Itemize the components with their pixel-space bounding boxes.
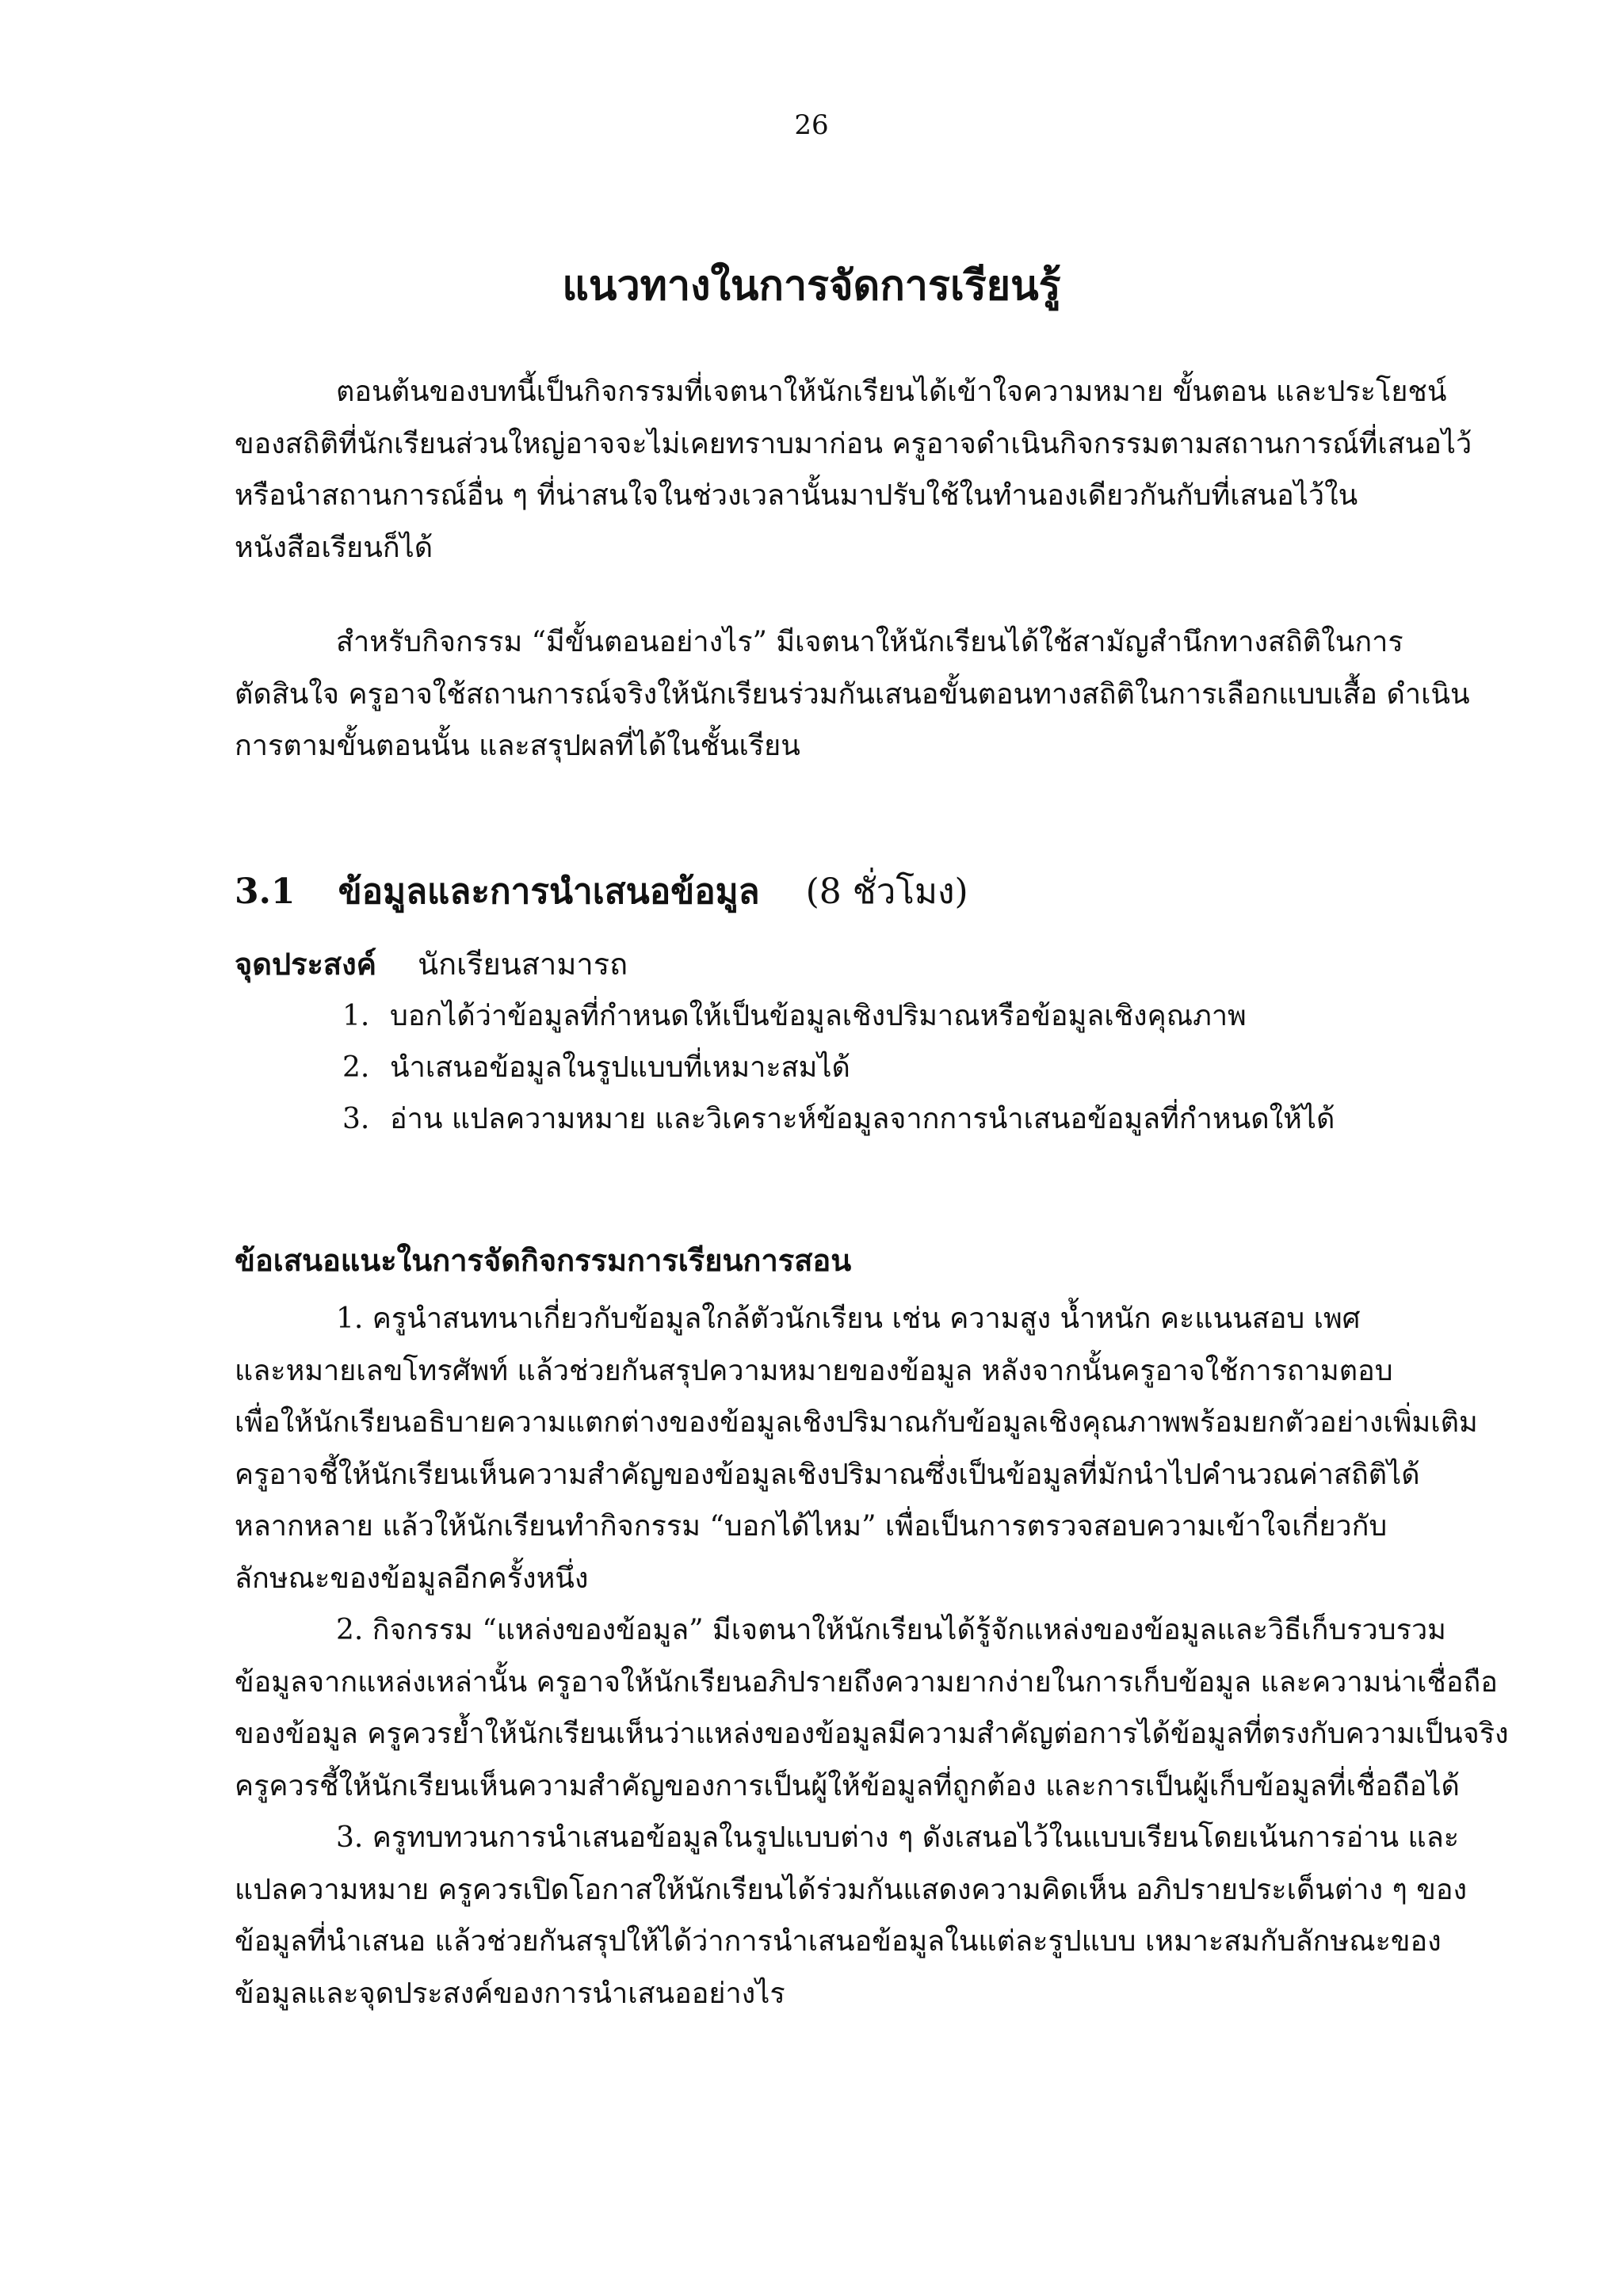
intro-paragraph-2 [235, 616, 1471, 772]
text-line: หลากหลาย แล้วให้นักเรียนทำกิจกรรม “บอกได้ไหม” เพื่อเป็นการตรวจสอบความเข้าใจเกี่ยวกับ [235, 1510, 1388, 1543]
text-line: ตัดสินใจ ครูอาจใช้สถานการณ์จริงให้นักเรียนร่วมกันเสนอขั้นตอนทางสถิติในการเลือกแบบเสื้อ ดำเนิน [235, 677, 1470, 711]
objective-line [235, 940, 628, 988]
text-line: ข้อมูลจากแหล่งเหล่านั้น ครูอาจให้นักเรียนอภิปรายถึงความยากง่ายในการเก็บข้อมูล และความน่าเชื่อถือ [235, 1665, 1498, 1699]
intro-paragraph-1 [235, 366, 1471, 574]
list-item [342, 990, 1335, 1042]
text-line: ตอนต้นของบทนี้เป็นกิจกรรมที่เจตนาให้นักเรียนได้เข้าใจความหมาย ขั้นตอน และประโยชน์ [336, 376, 1447, 408]
suggestion-2 [235, 1604, 1509, 1812]
list-number: 3. [342, 1103, 370, 1135]
text-line: 2. กิจกรรม “แหล่งของข้อมูล” มีเจตนาให้นักเรียนได้รู้จักแหล่งของข้อมูลและวิธีเก็บรวบรวม [336, 1614, 1446, 1646]
section-hours: (8 ชั่วโมง) [805, 871, 968, 912]
page-number: 26 [794, 109, 829, 141]
text-line: ข้อมูลและจุดประสงค์ของการนำเสนออย่างไร [235, 1977, 785, 2010]
objective-list [342, 990, 1335, 1145]
text-line: ลักษณะของข้อมูลอีกครั้งหนึ่ง [235, 1562, 589, 1595]
text-line: ข้อมูลที่นำเสนอ แล้วช่วยกันสรุปให้ได้ว่าการนำเสนอข้อมูลในแต่ละรูปแบบ เหมาะสมกับลักษณะของ [235, 1925, 1442, 1958]
suggestion-1 [235, 1293, 1478, 1604]
text-line: สำหรับกิจกรรม “มีขั้นตอนอย่างไร” มีเจตนาให้นักเรียนได้ใช้สามัญสำนึกทางสถิติในการ [336, 626, 1403, 658]
text-line: ครูอาจชี้ให้นักเรียนเห็นความสำคัญของข้อมูลเชิงปริมาณซึ่งเป็นข้อมูลที่มักนำไปคำนวณค่าสถิติได้ [235, 1458, 1420, 1491]
text-line: ของสถิติที่นักเรียนส่วนใหญ่อาจจะไม่เคยทราบมาก่อน ครูอาจดำเนินกิจกรรมตามสถานการณ์ที่เสนอไว้ [235, 427, 1472, 460]
text-line: หรือนำสถานการณ์อื่น ๆ ที่น่าสนใจในช่วงเวลานั้นมาปรับใช้ในทำนองเดียวกันกับที่เสนอไว้ใน [235, 479, 1358, 512]
list-item [342, 1093, 1335, 1145]
list-item [342, 1042, 1335, 1093]
text-line: 3. ครูทบทวนการนำเสนอข้อมูลในรูปแบบต่าง ๆ ดังเสนอไว้ในแบบเรียนโดยเน้นการอ่าน และ [336, 1821, 1460, 1854]
page-title: แนวทางในการจัดการเรียนรู้ [562, 261, 1061, 310]
text-line: แปลความหมาย ครูควรเปิดโอกาสให้นักเรียนได้ร่วมกันแสดงความคิดเห็น อภิปรายประเด็นต่าง ๆ ของ [235, 1873, 1468, 1906]
section-heading [235, 864, 968, 919]
list-text: อ่าน แปลความหมาย และวิเคราะห์ข้อมูลจากการนำเสนอข้อมูลที่กำหนดให้ได้ [390, 1103, 1335, 1135]
list-text: นำเสนอข้อมูลในรูปแบบที่เหมาะสมได้ [390, 1051, 850, 1084]
text-line: 1. ครูนำสนทนาเกี่ยวกับข้อมูลใกล้ตัวนักเรียน เช่น ความสูง น้ำหนัก คะแนนสอบ เพศ [336, 1302, 1361, 1335]
list-number: 1. [342, 1000, 370, 1032]
text-line: การตามขั้นตอนนั้น และสรุปผลที่ได้ในชั้นเรียน [235, 730, 800, 762]
text-line: ครูควรชี้ให้นักเรียนเห็นความสำคัญของการเป็นผู้ให้ข้อมูลที่ถูกต้อง และการเป็นผู้เก็บข้อมูลที่เชื่อถือได้ [235, 1769, 1460, 1802]
text-line: ของข้อมูล ครูควรย้ำให้นักเรียนเห็นว่าแหล่งของข้อมูลมีความสำคัญต่อการได้ข้อมูลที่ตรงกับความเป็นจริง [235, 1718, 1509, 1750]
text-line: และหมายเลขโทรศัพท์ แล้วช่วยกันสรุปความหมายของข้อมูล หลังจากนั้นครูอาจใช้การถามตอบ [235, 1354, 1393, 1387]
section-name: ข้อมูลและการนำเสนอข้อมูล [338, 871, 760, 912]
text-line: เพื่อให้นักเรียนอธิบายความแตกต่างของข้อมูลเชิงปริมาณกับข้อมูลเชิงคุณภาพพร้อมยกตัวอย่างเพิ่มเติม [235, 1406, 1478, 1439]
objective-text: นักเรียนสามารถ [418, 947, 628, 982]
list-text: บอกได้ว่าข้อมูลที่กำหนดให้เป็นข้อมูลเชิงปริมาณหรือข้อมูลเชิงคุณภาพ [390, 1000, 1247, 1032]
objective-label: จุดประสงค์ [235, 946, 377, 982]
suggestion-heading: ข้อเสนอแนะในการจัดกิจกรรมการเรียนการสอน [235, 1242, 852, 1278]
text-line: หนังสือเรียนก็ได้ [235, 531, 433, 564]
section-number: 3.1 [235, 871, 296, 912]
suggestion-3 [235, 1812, 1471, 2019]
list-number: 2. [342, 1051, 370, 1084]
